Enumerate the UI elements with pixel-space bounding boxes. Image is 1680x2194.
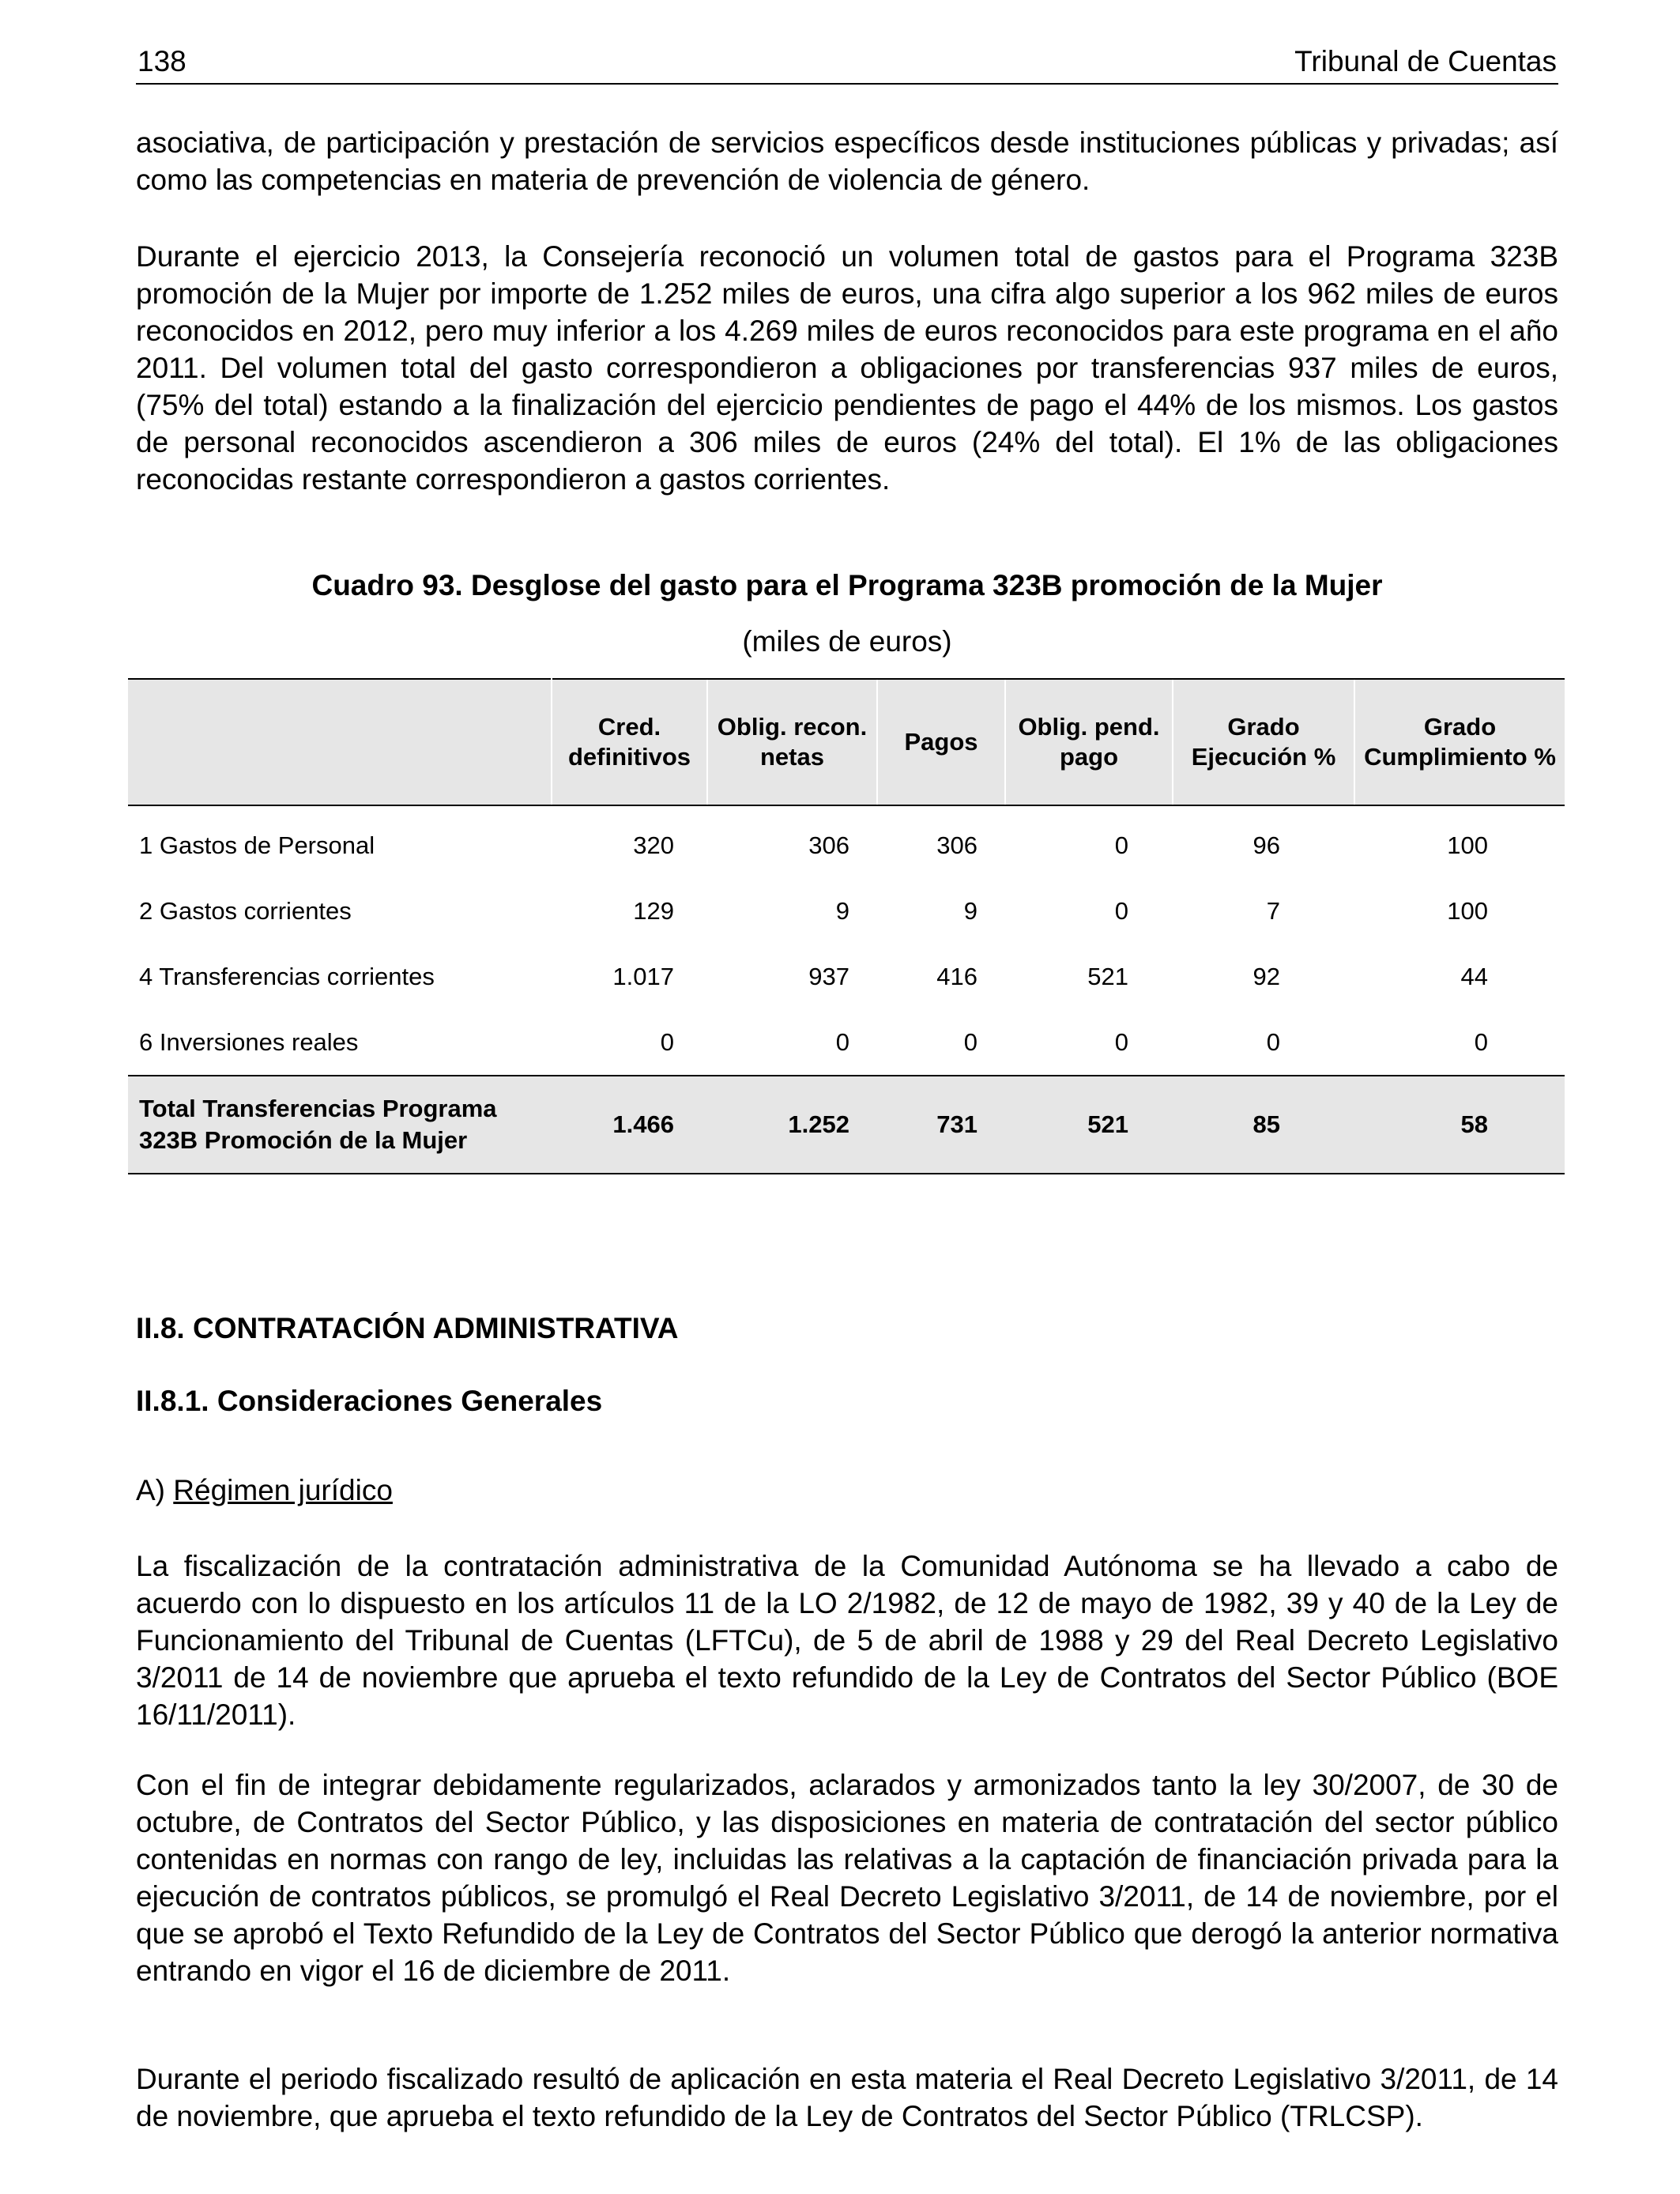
page-number: 138 [137,45,186,77]
total-label-line2: 323B Promoción de la Mujer [139,1126,468,1154]
cell: 129 [633,896,674,925]
table-row [128,805,1565,878]
cell: 306 [808,831,849,859]
cell: 1.017 [612,962,674,990]
paragraph-gasto-2013: Durante el ejercicio 2013, la Consejería reconoció un volumen total de gastos para el Programa 323B promoción de la Mujer por importe de 1.252 miles de euros, una cifra algo superior a los 962 miles de euros reconocidos en 2012, pero muy inferior a los 4.269 miles de euros reconocidos para este programa en el año 2011. Del volumen total del gasto correspondieron a obligaciones por transferencias 937 miles de euros, (75% del total) estando a la finalización del ejercicio pendientes de pago el 44% de los mismos. Los gastos de personal reconocidos ascendieron a 306 miles de euros (24% del total). El 1% de las obligaciones reconocidas restante correspondieron a gastos corrientes. [136,240,1558,496]
paragraph-periodo: Durante el periodo fiscalizado resultó de aplicación en esta materia el Real Decreto Legislativo 3/2011, de 14 de noviembre, que aprueba el texto refundido de la Ley de Contratos del Sector Público (TRLCSP). [136,2063,1558,2132]
cell: 100 [1447,831,1488,859]
row-label: 1 Gastos de Personal [139,831,375,859]
total-cell: 58 [1354,1076,1565,1174]
section-item-underlined-title: Régimen jurídico [173,1474,393,1506]
cell: 96 [1252,831,1280,859]
section-subheading: II.8.1. Consideraciones Generales [136,1385,603,1417]
table-header-row [128,679,1565,805]
total-cell: 1.252 [707,1076,877,1174]
column-header: Pagos [877,679,1005,805]
cell: 7 [1266,896,1280,925]
expense-breakdown-table [128,678,1565,1174]
paragraph-fiscalizacion: La fiscalización de la contratación administrativa de la Comunidad Autónoma se ha llevado a cabo de acuerdo con lo dispuesto en los artículos 11 de la LO 2/1982, de 12 de mayo de 1982, 39 y 40 de la Ley de Funcionamiento del Tribunal de Cuentas (LFTCu), de 5 de abril de 1988 y 29 del Real Decreto Legislativo 3/2011 de 14 de noviembre que aprueba el texto refundido de la Ley de Contratos del Sector Público (BOE 16/11/2011). [136,1550,1558,1731]
header-blank-cell [128,679,552,805]
total-label-line1: Total Transferencias Programa [139,1095,497,1122]
row-label: 6 Inversiones reales [139,1027,359,1056]
row-label: 4 Transferencias corrientes [139,962,435,990]
table-row [128,878,1565,944]
cell: 521 [1087,962,1128,990]
cell: 416 [936,962,977,990]
cell: 0 [1114,1027,1128,1056]
section-item-title [136,1474,393,1507]
cell: 306 [936,831,977,859]
cell: 320 [633,831,674,859]
cell: 9 [963,896,977,925]
column-header: Grado Ejecución % [1173,679,1354,805]
cell: 0 [1266,1027,1280,1056]
cell: 9 [835,896,849,925]
header-organization: Tribunal de Cuentas [1294,45,1557,77]
paragraph-real-decreto: Con el fin de integrar debidamente regularizados, aclarados y armonizados tanto la ley 30/2007, de 30 de octubre, de Contratos del Sector Público, y las disposiciones en materia de contratación del sector público contenidas en normas con rango de ley, incluidas las relativas a la captación de financiación privada para la ejecución de contratos públicos, se promulgó el Real Decreto Legislativo 3/2011, de 14 de noviembre, por el que se aprobó el Texto Refundido de la Ley de Contratos del Sector Público que derogó la anterior normativa entrando en vigor el 16 de diciembre de 2011. [136,1769,1558,1987]
table-total-row [128,1076,1565,1174]
table-row [128,944,1565,1009]
table-row [128,1009,1565,1076]
cell: 44 [1460,962,1488,990]
cell: 0 [963,1027,977,1056]
page-header [136,43,1558,85]
section-heading: II.8. CONTRATACIÓN ADMINISTRATIVA [136,1312,679,1344]
cell: 100 [1447,896,1488,925]
column-header: Grado Cumplimiento % [1354,679,1565,805]
cell: 937 [808,962,849,990]
table-caption: Cuadro 93. Desglose del gasto para el Programa 323B promoción de la Mujer [311,569,1383,601]
total-cell: 521 [1005,1076,1173,1174]
paragraph-intro: asociativa, de participación y prestación de servicios específicos desde instituciones públicas y privadas; así como las competencias en materia de prevención de violencia de género. [136,126,1558,196]
cell: 0 [1114,831,1128,859]
cell: 92 [1252,962,1280,990]
cell: 0 [1474,1027,1488,1056]
table-units: (miles de euros) [742,625,952,658]
total-cell: 1.466 [552,1076,707,1174]
total-cell: 731 [877,1076,1005,1174]
row-label: 2 Gastos corrientes [139,896,352,925]
cell: 0 [1114,896,1128,925]
column-header: Oblig. pend. pago [1005,679,1173,805]
cell: 0 [835,1027,849,1056]
column-header: Cred. definitivos [552,679,707,805]
cell: 0 [660,1027,674,1056]
section-item-prefix: A) [136,1474,165,1506]
total-label [128,1076,552,1174]
column-header: Oblig. recon. netas [707,679,877,805]
total-cell: 85 [1173,1076,1354,1174]
